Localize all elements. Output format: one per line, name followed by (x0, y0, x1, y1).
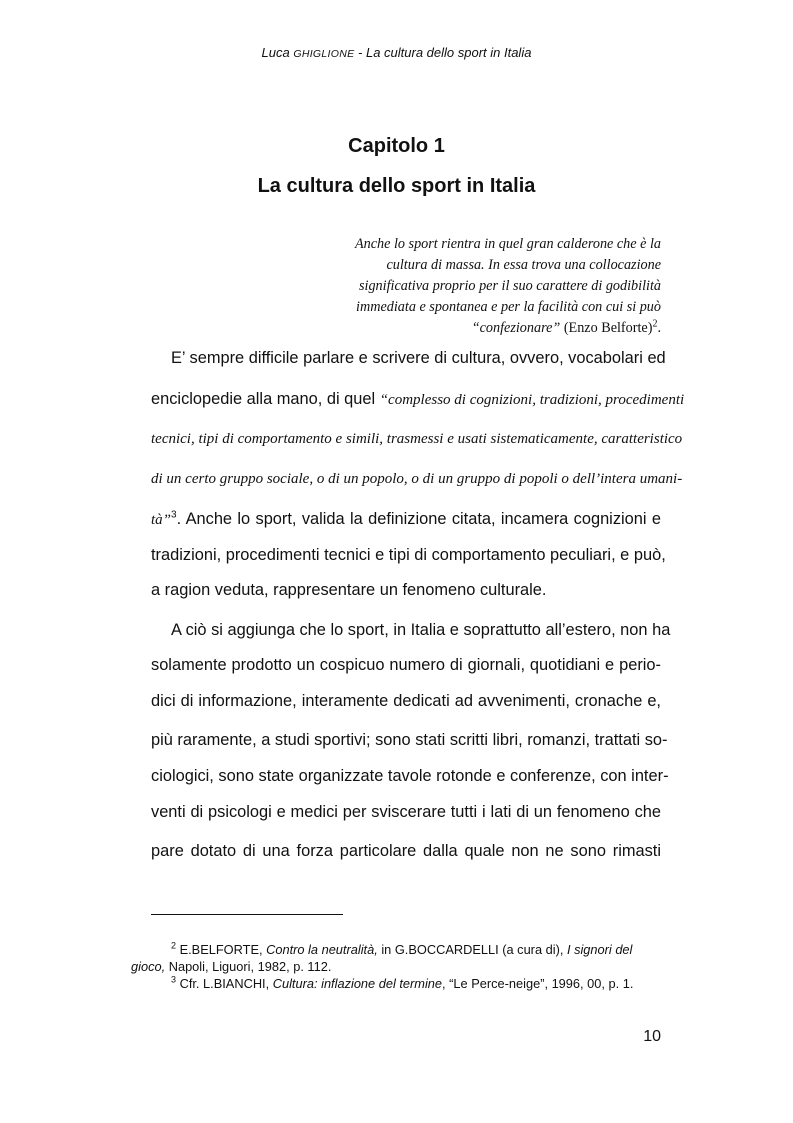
running-header (0, 45, 793, 60)
body-text: enciclopedie alla mano, di quel (151, 390, 380, 408)
footnote-title: I signori del (566, 942, 633, 957)
footnote-text: in G.BOCCARDELLI (a cura di), (377, 942, 567, 957)
chapter-title: La cultura dello sport in Italia (257, 175, 536, 197)
body-line: E’ sempre difficile parlare e scrivere di cultura, ovvero, vocabolari ed (171, 349, 666, 367)
footnote-text: Cfr. L.BIANCHI, (176, 976, 273, 991)
header-author-last: GHIGLIONE (293, 48, 355, 60)
body-line (151, 389, 685, 410)
quote-line: di un certo gruppo sociale, o di un popolo, o di un gruppo di popoli o dell’intera umani- (151, 471, 683, 487)
epigraph-period: . (657, 320, 661, 336)
footnote-title: Cultura: inflazione del termine (272, 976, 443, 991)
body-line: solamente prodotto un cospicuo numero di giornali, quotidiani e perio- (151, 656, 661, 674)
epigraph-attribution: (Enzo Belforte) (560, 320, 653, 336)
epigraph-line-italic: “confezionare” (471, 320, 561, 336)
quote-line: tecnici, tipi di comportamento e simili, trasmessi e usati sistematicamente, caratteristico (151, 431, 683, 447)
footnote-title: gioco, (131, 959, 166, 974)
body-line: ciologici, sono state organizzate tavole rotonde e conferenze, con inter- (151, 767, 669, 785)
header-title: - La cultura dello sport in Italia (354, 45, 532, 60)
epigraph-line: Anche lo sport rientra in quel gran calderone che è la (354, 236, 661, 252)
body-line: a ragion veduta, rappresentare un fenomeno culturale. (151, 581, 547, 599)
body-line: dici di informazione, interamente dedicati ad avvenimenti, cronache e, (151, 692, 661, 710)
page-number: 10 (643, 1028, 661, 1045)
quote-text: tà” (151, 512, 172, 528)
footnote-separator (151, 914, 343, 915)
body-line (151, 509, 661, 530)
body-text: . Anche lo sport, valida la definizione citata, incamera cognizioni e (176, 510, 661, 528)
chapter-label: Capitolo 1 (348, 135, 445, 157)
footnote-3 (151, 975, 661, 992)
header-author-first: Luca (261, 45, 290, 60)
footnote-title: Contro la neutralità, (266, 942, 378, 957)
footnote-2 (131, 940, 661, 975)
body-line: venti di psicologi e medici per sviscerare tutti i lati di un fenomeno che (151, 803, 661, 821)
epigraph-line: significativa proprio per il suo carattere di godibilità (359, 278, 661, 294)
body-line: A ciò si aggiunga che lo sport, in Italia e soprattutto all’estero, non ha (171, 621, 671, 639)
epigraph-line: immediata e spontanea e per la facilità con cui si può (356, 299, 661, 315)
footnote-text: E.BELFORTE, (176, 942, 267, 957)
footnote-text: Napoli, Liguori, 1982, p. 112. (165, 959, 332, 974)
footnote-number: 3 (171, 974, 177, 985)
body-line: tradizioni, procedimenti tecnici e tipi di comportamento peculiari, e può, (151, 546, 666, 564)
footnote-ref: 3 (171, 509, 177, 521)
footnote-number: 2 (171, 940, 177, 951)
quote-text: “complesso di cognizioni, tradizioni, procedimenti (379, 392, 685, 408)
body-line: pare dotato di una forza particolare dalla quale non ne sono rimasti (151, 842, 661, 860)
footnote-ref: 2 (652, 318, 658, 330)
epigraph (340, 234, 661, 339)
body-line: più raramente, a studi sportivi; sono stati scritti libri, romanzi, trattati so- (151, 731, 668, 749)
epigraph-line: cultura di massa. In essa trova una collocazione (386, 257, 661, 273)
footnote-text: , “Le Perce-neige”, 1996, 00, p. 1. (442, 976, 634, 991)
